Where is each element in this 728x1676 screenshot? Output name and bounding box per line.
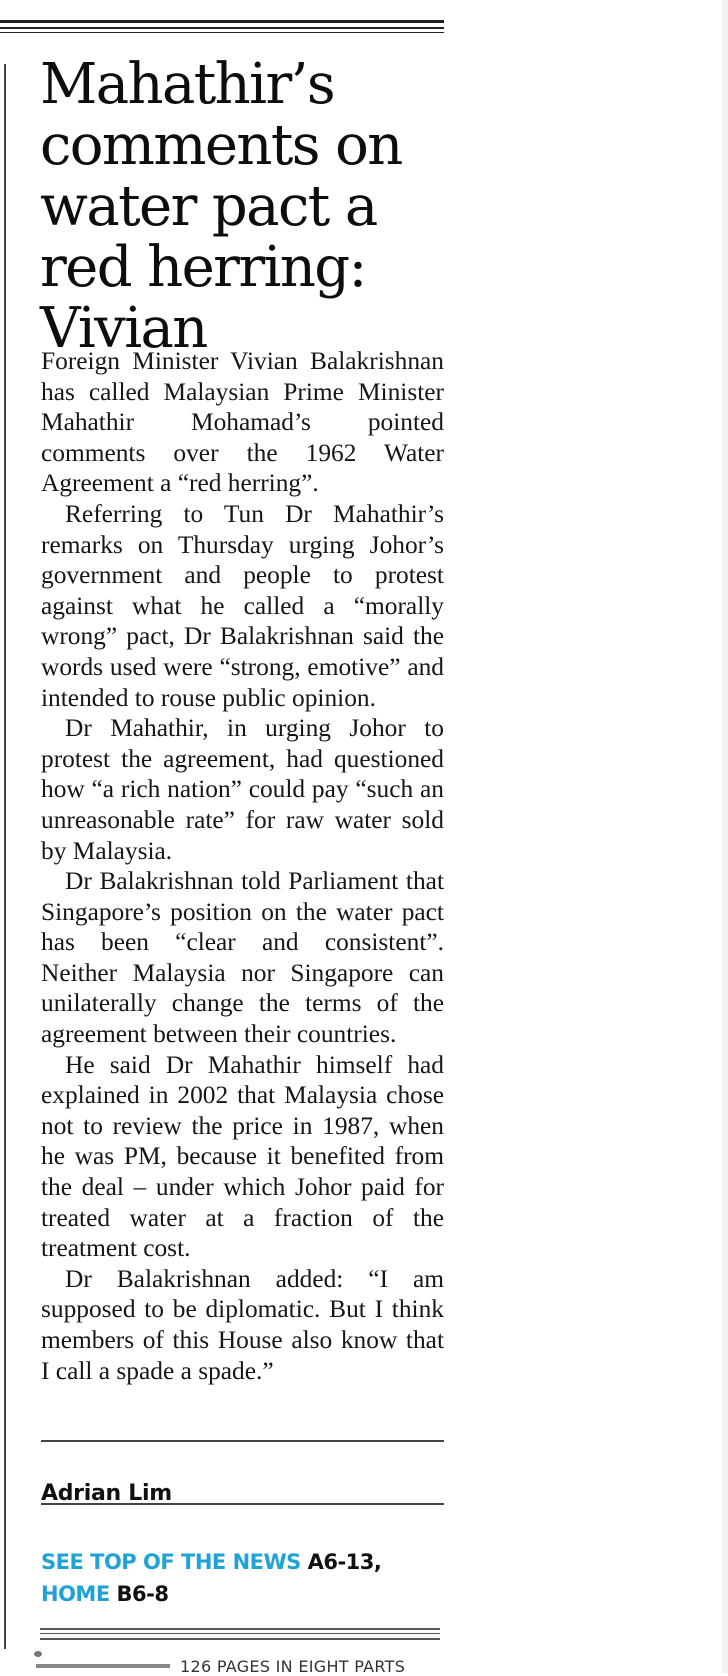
- footer-bar: [36, 1664, 170, 1668]
- article-paragraph: Foreign Minister Vivian Balakrishnan has called Malaysian Prime Minister Mahathir Mohamad’s pointed comments over the 1962 Water Agreement a “red herring”.: [41, 347, 444, 498]
- article-paragraph: Dr Balakrishnan added: “I am supposed to be diplomatic. But I think members of this House also know that I call a spade a spade.”: [41, 1264, 444, 1385]
- page-references: [41, 1546, 441, 1610]
- reference-pages-top-news: A6-13,: [307, 1550, 382, 1574]
- top-rule-third: [0, 32, 444, 33]
- bottom-rule: [40, 1628, 440, 1630]
- article-paragraph: Dr Balakrishnan told Parliament that Singapore’s position on the water pact has been “clear and consistent”. Neither Malaysia nor Singapore can unilaterally change the terms of the agreement between their countries.: [41, 867, 444, 1049]
- byline-top-rule: [41, 1440, 444, 1442]
- column-left-rule: [4, 64, 6, 1649]
- bottom-rule-second: [40, 1633, 440, 1634]
- page-edge: [722, 0, 728, 1673]
- byline: Adrian Lim: [41, 1481, 172, 1506]
- top-rule: [0, 20, 444, 23]
- article-paragraph: He said Dr Mahathir himself had explained in 2002 that Malaysia chose not to review the price in 1987, when he was PM, because it benefited from the deal – under which Johor paid for treated water at a fraction of the treatment cost.: [41, 1050, 444, 1263]
- footer-page-count: 126 PAGES IN EIGHT PARTS: [180, 1657, 406, 1676]
- bottom-rule-third: [40, 1638, 440, 1640]
- reference-line-top-news: [41, 1546, 441, 1578]
- reference-pages-home: B6-8: [116, 1582, 169, 1606]
- article-paragraph: Referring to Tun Dr Mahathir’s remarks on Thursday urging Johor’s government and people to protest against what he called a “morally wrong” pact, Dr Balakrishnan said the words used were “strong, emotive” and intended to rouse public opinion.: [41, 499, 444, 712]
- reference-line-home: [41, 1578, 441, 1610]
- article-paragraph: Dr Mahathir, in urging Johor to protest the agreement, had questioned how “a rich nation” could pay “such an unreasonable rate” for raw water sold by Malaysia.: [41, 714, 444, 865]
- top-rule-second: [0, 27, 444, 29]
- footer-dot-icon: [34, 1651, 42, 1657]
- headline: Mahathir’s comments on water pact a red herring: Vivian: [40, 52, 402, 361]
- reference-section-top-news[interactable]: SEE TOP OF THE NEWS: [41, 1550, 301, 1574]
- references-top-rule: [41, 1503, 444, 1505]
- article-body: [41, 346, 444, 1386]
- reference-section-home[interactable]: HOME: [41, 1582, 110, 1606]
